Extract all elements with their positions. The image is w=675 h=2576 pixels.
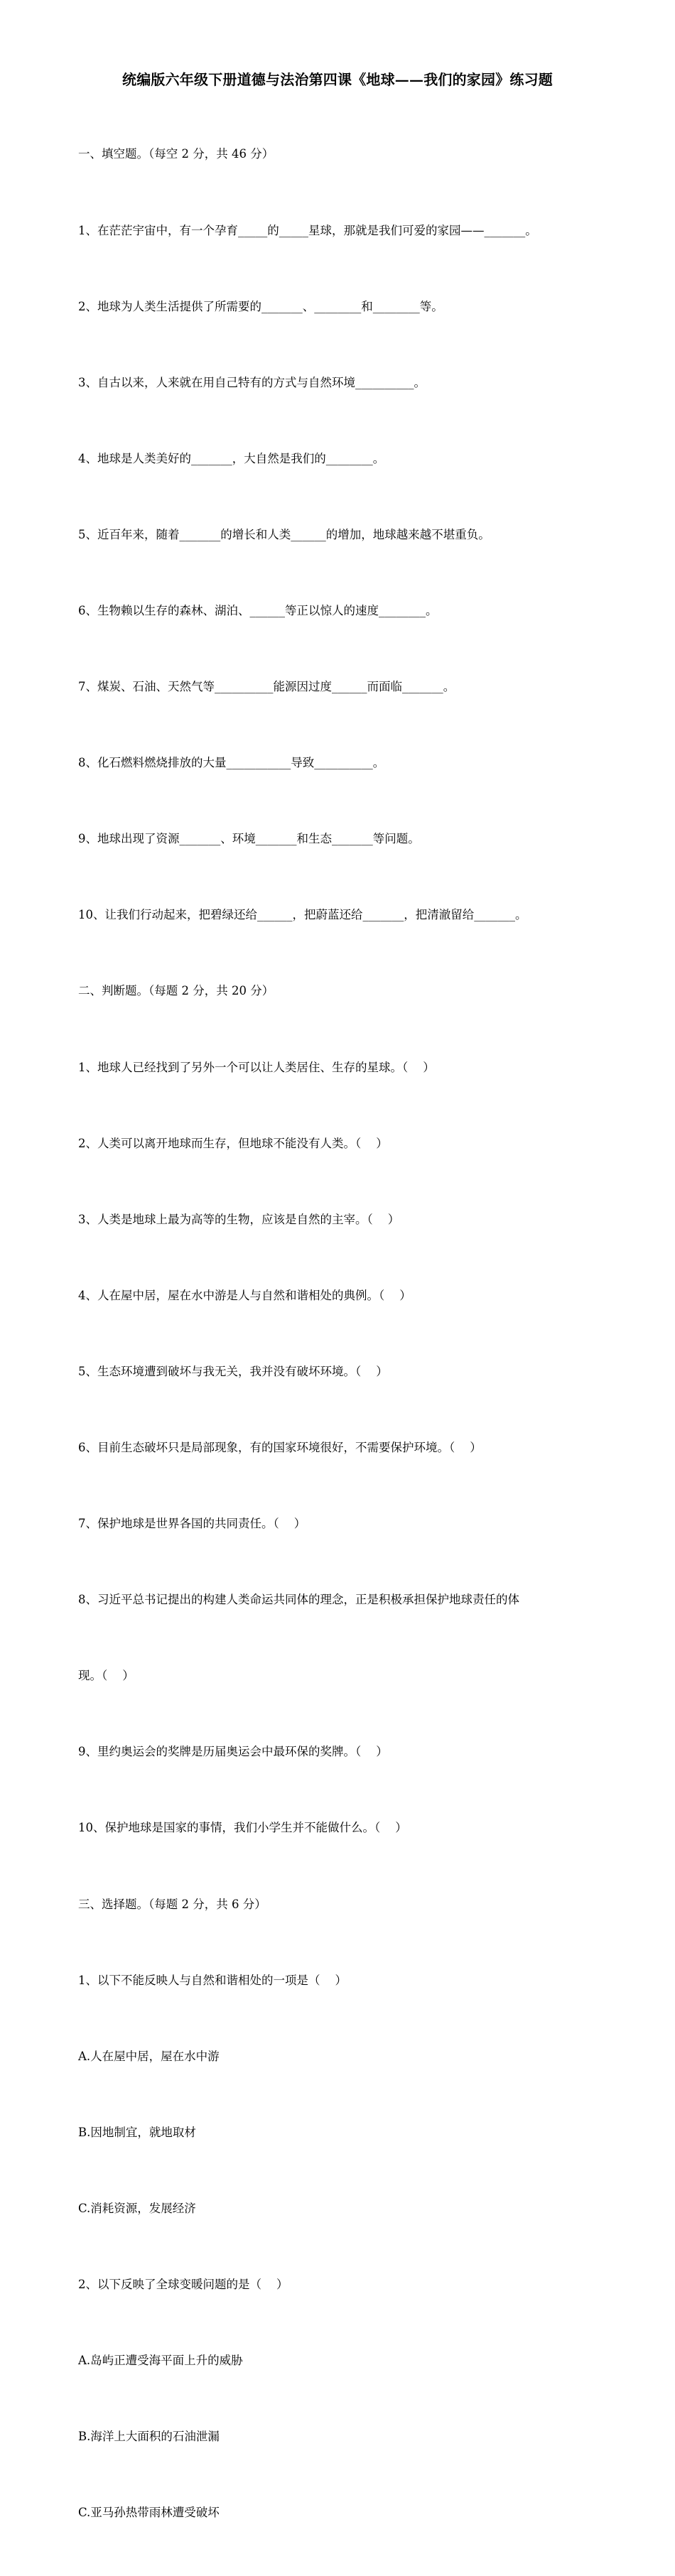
question-line: 9、地球出现了资源_______、环境_______和生态_______等问题。 bbox=[78, 832, 420, 846]
question-line: 2、人类可以离开地球而生存，但地球不能没有人类。（ ） bbox=[78, 1136, 388, 1150]
choice-option: C.亚马孙热带雨林遭受破坏 bbox=[78, 2506, 220, 2520]
question-line: 1、在茫茫宇宙中，有一个孕育_____的_____星球，那就是我们可爱的家园——_______。 bbox=[78, 223, 537, 237]
question-line: 10、让我们行动起来，把碧绿还给______，把蔚蓝还给_______，把清澈留给_______。 bbox=[78, 908, 527, 922]
choice-option: A.人在屋中居，屋在水中游 bbox=[78, 2049, 220, 2063]
question-line: 4、人在屋中居，屋在水中游是人与自然和谐相处的典例。（ ） bbox=[78, 1288, 411, 1302]
question-line: 6、生物赖以生存的森林、湖泊、______等正以惊人的速度________。 bbox=[78, 603, 438, 617]
document-body bbox=[78, 91, 604, 2576]
question-line: 1、地球人已经找到了另外一个可以让人类居住、生存的星球。（ ） bbox=[78, 1060, 435, 1074]
question-line: 8、化石燃料燃烧排放的大量___________导致__________。 bbox=[78, 756, 385, 770]
question-line: 3、人类是地球上最为高等的生物，应该是自然的主宰。（ ） bbox=[78, 1212, 400, 1226]
question-line: 3、自古以来，人来就在用自己特有的方式与自然环境__________。 bbox=[78, 375, 426, 389]
section-heading-fill-in: 一、填空题。（每空 2 分，共 46 分） bbox=[78, 147, 274, 161]
choice-option: B.因地制宜，就地取材 bbox=[78, 2125, 196, 2139]
question-line: 5、生态环境遭到破坏与我无关，我并没有破坏环境。（ ） bbox=[78, 1364, 388, 1378]
question-line: 7、保护地球是世界各国的共同责任。（ ） bbox=[78, 1517, 306, 1531]
question-line: 8、习近平总书记提出的构建人类命运共同体的理念，正是积极承担保护地球责任的体 bbox=[78, 1593, 519, 1607]
question-line: 2、地球为人类生活提供了所需要的_______、________和________等。 bbox=[78, 299, 443, 313]
question-line: 5、近百年来，随着_______的增长和人类______的增加，地球越来越不堪重负。 bbox=[78, 527, 490, 541]
choice-option: A.岛屿正遭受海平面上升的威胁 bbox=[78, 2354, 243, 2368]
question-line: 1、以下不能反映人与自然和谐相处的一项是（ ） bbox=[78, 1973, 347, 1987]
choice-option: C.消耗资源，发展经济 bbox=[78, 2201, 196, 2215]
choice-option: B.海洋上大面积的石油泄漏 bbox=[78, 2430, 220, 2444]
question-line: 2、以下反映了全球变暖问题的是（ ） bbox=[78, 2278, 288, 2292]
question-line: 4、地球是人类美好的_______，大自然是我们的________。 bbox=[78, 451, 385, 465]
question-line: 7、煤炭、石油、天然气等__________能源因过度______而面临_______。 bbox=[78, 680, 455, 694]
question-line-continued: 现。（ ） bbox=[78, 1669, 134, 1683]
section-heading-multiple-choice: 三、选择题。（每题 2 分，共 6 分） bbox=[78, 1897, 266, 1911]
question-line: 10、保护地球是国家的事情，我们小学生并不能做什么。（ ） bbox=[78, 1821, 407, 1835]
question-line: 6、目前生态破坏只是局部现象，有的国家环境很好，不需要保护环境。（ ） bbox=[78, 1441, 482, 1454]
document-title: 统编版六年级下册道德与法治第四课《地球——我们的家园》练习题 bbox=[122, 71, 553, 88]
question-line: 9、里约奥运会的奖牌是历届奥运会中最环保的奖牌。（ ） bbox=[78, 1745, 388, 1759]
section-heading-true-false: 二、判断题。（每题 2 分，共 20 分） bbox=[78, 984, 274, 998]
